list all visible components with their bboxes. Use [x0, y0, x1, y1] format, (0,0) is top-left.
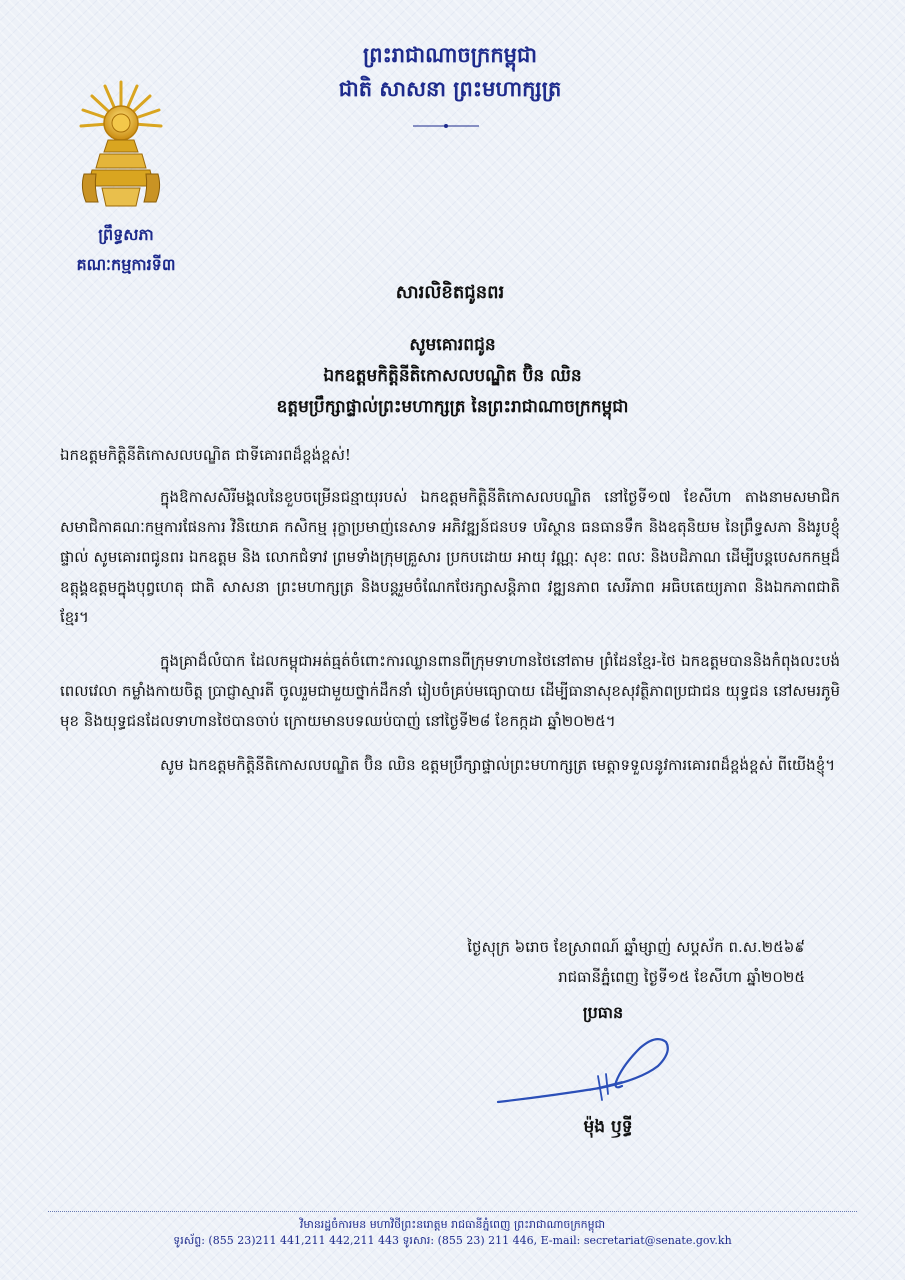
lunar-date: ថ្ងៃសុក្រ ៦រោច ខែស្រាពណ៍ ឆ្នាំម្សាញ់ សប្តស័ក ព.ស.២៥៦៩	[467, 938, 805, 956]
date-block	[285, 932, 805, 992]
signer-role: ប្រធាន	[582, 1003, 624, 1022]
address-line2: ឯកឧត្តមកិត្តិនីតិកោសលបណ្ឌិត ប៊ិន ឈិន	[323, 366, 582, 386]
organization-line1: ព្រឹទ្ធសភា	[98, 225, 154, 244]
salutation: ឯកឧត្តមកិត្តិនីតិកោសលបណ្ឌិត ជាទីគោរពដ៏ខ្ពង់ខ្ពស់!	[60, 446, 351, 464]
address-line1: សូមគោរពជូន	[409, 335, 496, 355]
footer-contact: ទូរស័ព្ទ: (855 23)211 441,211 442,211 443 ទូរសារ: (855 23) 211 446, E-mail: secretariat@senate.gov.kh	[173, 1234, 732, 1247]
kingdom-header	[300, 38, 600, 106]
address-line3: ឧត្តមប្រឹក្សាផ្ទាល់ព្រះមហាក្សត្រ នៃព្រះរាជាណាចក្រកម្ពុជា	[276, 397, 629, 417]
footer	[60, 1217, 845, 1249]
letter-title: សារលិខិតជូនពរ	[395, 282, 505, 303]
divider-ornament-icon	[413, 122, 479, 130]
signature-icon	[490, 1030, 690, 1110]
organization-line2: គណៈកម្មការទី៣	[76, 255, 176, 274]
paragraph-1: ក្នុងឱកាសសិរីមង្គលនៃខួបចម្រើនជន្មាយុរបស់ ឯកឧត្តមកិត្តិនីតិកោសលបណ្ឌិត នៅថ្ងៃទី១៧ ខែសីហា តាងនាមសមាជិក សមាជិកាគណៈកម្មការផែនការ វិនិយោគ កសិកម្ម រុក្ខាប្រមាញ់នេសាទ អភិវឌ្ឍន៍ជនបទ បរិស្ថាន ធនធានទឹក និងឧតុនិយម នៃព្រឹទ្ធសភា និងរូបខ្ញុំផ្ទាល់ សូមគោរពជូនពរ ឯកឧត្តម និង លោកជំទាវ ព្រមទាំងក្រុមគ្រួសារ ប្រកបដោយ អាយុ វណ្ណៈ សុខៈ ពលៈ និងបដិភាណ ដើម្បីបន្តបេសកកម្មដ៏ឧត្តុង្គឧត្តមក្នុងបុព្វហេតុ ជាតិ សាសនា ព្រះមហាក្សត្រ និងបន្តរួមចំណែកថែរក្សាសន្តិភាព វឌ្ឍនភាព សេរីភាព អធិបតេយ្យភាព និងឯកភាពជាតិខ្មែរ។	[60, 488, 840, 626]
paragraph-2: ក្នុងគ្រាដ៏លំបាក ដែលកម្ពុជាអត់ធ្មត់ចំពោះការឈ្លានពានពីក្រុមទាហានថៃនៅតាម ព្រំដែនខ្មែរ-ថៃ ឯកឧត្តមបាននិងកំពុងលះបង់ពេលវេលា កម្លាំងកាយចិត្ត ប្រាជ្ញាស្មារតី ចូលរួមជាមួយថ្នាក់ដឹកនាំ រៀបចំគ្រប់មធ្យោបាយ ដើម្បីធានាសុខសុវត្ថិភាពប្រជាជន យុទ្ធជន នៅសមរភូមិមុខ និងយុទ្ធជនដែលទាហានថៃបានចាប់ ក្រោយមានបទឈប់បាញ់ នៅថ្ងៃទី២៨ ខែកក្កដា ឆ្នាំ២០២៥។	[60, 652, 840, 730]
paragraph-3: សូម ឯកឧត្តមកិត្តិនីតិកោសលបណ្ឌិត ប៊ិន ឈិន ឧត្តមប្រឹក្សាផ្ទាល់ព្រះមហាក្សត្រ មេត្តាទទួលនូវការគោរពដ៏ខ្ពង់ខ្ពស់ ពីយើងខ្ញុំ។	[160, 756, 836, 774]
footer-address: វិមានរដ្ឋចំការមន មហាវិថីព្រះនរោត្តម រាជធានីភ្នំពេញ ព្រះរាជាណាចក្រកម្ពុជា	[299, 1218, 606, 1231]
senate-emblem-icon	[78, 78, 164, 210]
letter-body	[60, 440, 840, 780]
footer-divider	[48, 1211, 857, 1212]
national-motto: ជាតិ សាសនា ព្រះមហាក្សត្រ	[338, 76, 562, 101]
kingdom-title: ព្រះរាជាណាចក្រកម្ពុជា	[362, 42, 537, 67]
solar-date: រាជធានីភ្នំពេញ ថ្ងៃទី១៥ ខែសីហា ឆ្នាំ២០២៥	[558, 968, 805, 986]
signer-name: ម៉ុង ឫទ្ធី	[583, 1117, 633, 1137]
organization-name	[62, 220, 190, 280]
addressee-block	[180, 330, 725, 423]
